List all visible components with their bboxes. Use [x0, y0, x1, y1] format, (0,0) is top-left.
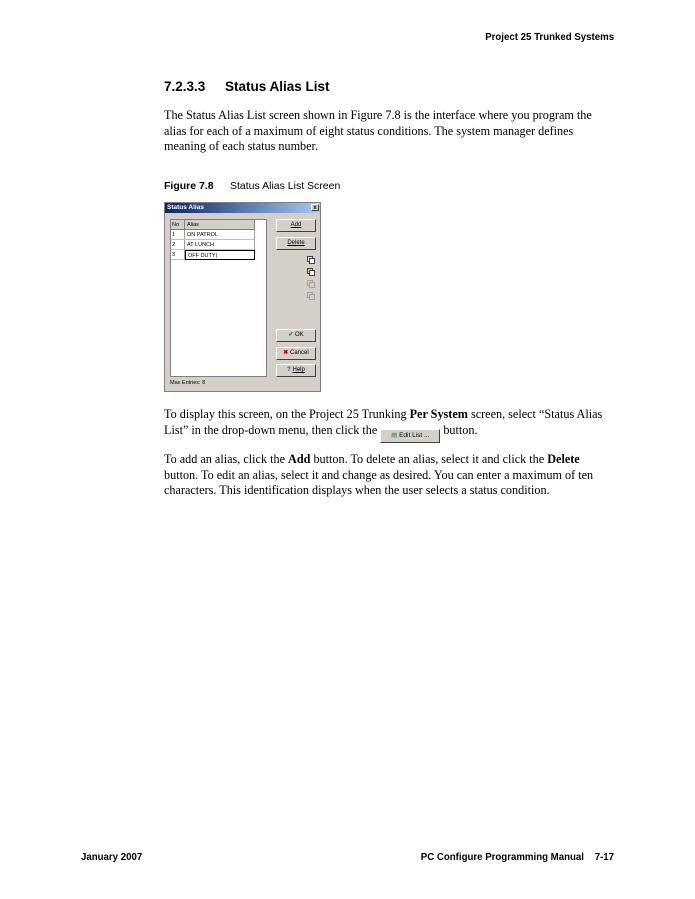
help-button[interactable] — [276, 364, 316, 377]
add-bold: Add — [288, 452, 311, 466]
edit-instructions-paragraph — [164, 452, 614, 499]
alias-cell-editing[interactable]: OFF DUTY| — [185, 250, 255, 260]
row-number: 1 — [171, 230, 185, 240]
grid-header — [171, 220, 266, 230]
text-run: button. To edit an alias, select it and change as desired. You can enter a maximum of ten characters. This identification displays when the user selects a status condition. — [164, 467, 594, 498]
footer-page: PC Configure Programming Manual 7-17 — [420, 851, 614, 863]
display-instructions-paragraph — [164, 407, 614, 443]
table-row[interactable] — [171, 250, 266, 260]
column-header-no[interactable]: No — [171, 220, 185, 230]
text-run: To add an alias, click the — [164, 452, 289, 466]
dialog-title: Status Alias — [167, 204, 204, 211]
section-title: Status Alias List — [225, 79, 330, 94]
copy-icon[interactable] — [307, 256, 315, 264]
paste-disabled-icon — [307, 292, 315, 300]
row-number: 3 — [171, 250, 185, 260]
edit-list-icon: ▤ — [391, 431, 398, 439]
max-entries-label: Max Entries: 8 — [170, 380, 206, 386]
checkmark-icon: ✔ — [288, 332, 294, 338]
text-run: screen, select “Status Alias List” in the drop-down menu, then click the — [164, 407, 603, 437]
table-row[interactable] — [171, 230, 266, 240]
alias-grid[interactable] — [170, 219, 267, 377]
intro-paragraph: The Status Alias List screen shown in Figure 7.8 is the interface where you program the alias for each of a maximum of eight status conditions. The system manager defines meaning of each status number. — [164, 108, 592, 154]
close-button[interactable]: x — [311, 204, 319, 211]
alias-cell[interactable]: ON PATROL — [185, 230, 255, 240]
ok-label: OK — [295, 332, 304, 338]
delete-button[interactable]: Delete — [276, 237, 316, 250]
ok-button[interactable] — [276, 329, 316, 342]
cancel-button[interactable] — [276, 347, 316, 360]
copy-disabled-icon — [307, 280, 315, 288]
status-alias-dialog — [164, 202, 321, 392]
delete-bold: Delete — [547, 452, 580, 466]
text-run: To display this screen, on the Project 25 Trunking — [164, 407, 410, 421]
section-number: 7.2.3.3 — [164, 79, 206, 94]
cancel-label: Cancel — [290, 350, 309, 356]
footer-date: January 2007 — [81, 851, 143, 863]
section-heading — [164, 79, 330, 94]
x-icon: ✖ — [283, 350, 289, 356]
figure-caption — [164, 180, 340, 192]
figure-title: Status Alias List Screen — [230, 180, 341, 192]
help-label: Help — [292, 367, 305, 373]
per-system-bold: Per System — [409, 407, 468, 421]
running-header: Project 25 Trunked Systems — [485, 31, 614, 43]
alias-cell[interactable]: AT LUNCH — [185, 240, 255, 250]
add-button[interactable]: Add — [276, 219, 316, 232]
column-header-alias[interactable]: Alias — [185, 220, 255, 230]
figure-number: Figure 7.8 — [164, 180, 214, 192]
edit-list-button — [380, 429, 440, 443]
dialog-titlebar — [165, 203, 320, 213]
text-run: button. To delete an alias, select it and click the — [310, 452, 548, 466]
question-icon: ? — [287, 367, 291, 373]
paste-icon[interactable] — [307, 268, 315, 276]
table-row[interactable] — [171, 240, 266, 250]
edit-list-label: Edit List ... — [399, 431, 430, 439]
row-number: 2 — [171, 240, 185, 250]
text-run: button. — [440, 422, 478, 437]
